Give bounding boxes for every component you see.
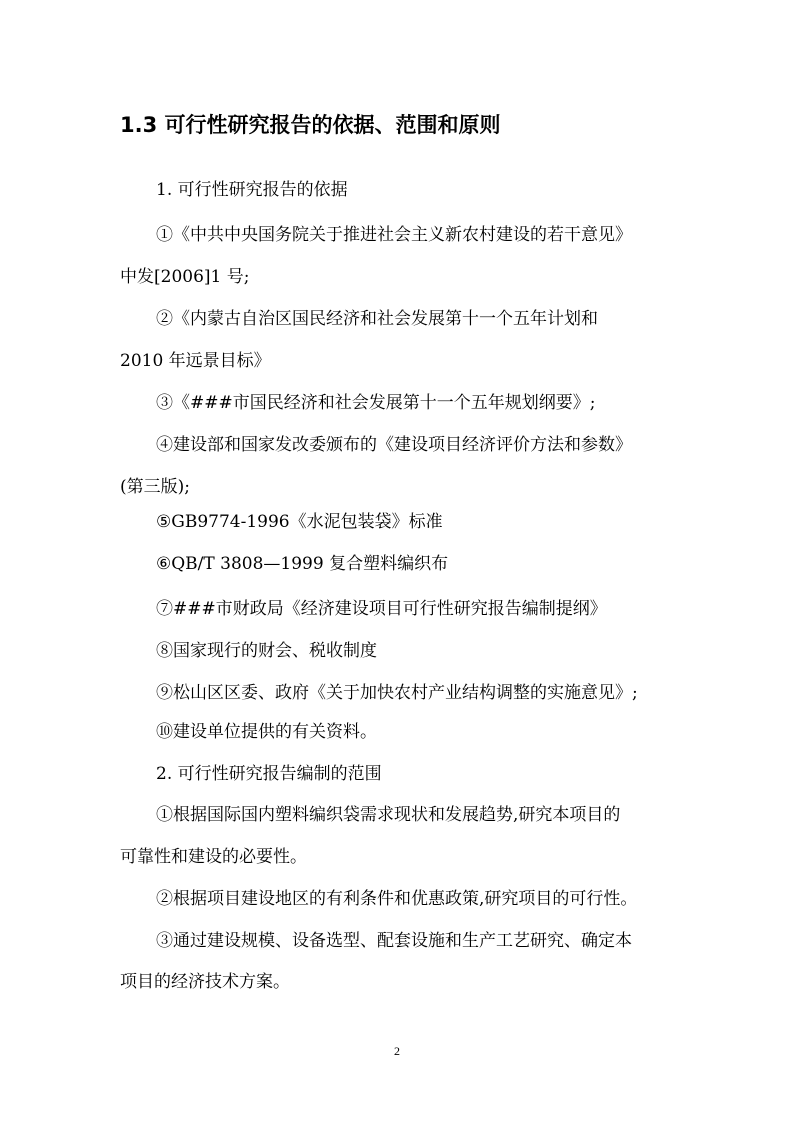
basis-item-1-cont: 中发[2006]1 号; bbox=[120, 267, 250, 287]
scope-item-2: ②根据项目建设地区的有利条件和优惠政策,研究项目的可行性。 bbox=[156, 889, 638, 909]
basis-item-9: ⑨松山区区委、政府《关于加快农村产业结构调整的实施意见》; bbox=[156, 683, 638, 703]
basis-item-4-cont: (第三版); bbox=[120, 477, 190, 497]
basis-item-8: ⑧国家现行的财会、税收制度 bbox=[156, 641, 377, 661]
basis-item-2-cont: 2010 年远景目标》 bbox=[120, 351, 271, 371]
basis-item-7: ⑦###市财政局《经济建设项目可行性研究报告编制提纲》 bbox=[156, 599, 607, 619]
basis-item-10: ⑩建设单位提供的有关资料。 bbox=[156, 722, 377, 742]
scope-item-3-cont: 项目的经济技术方案。 bbox=[120, 972, 290, 992]
scope-item-1-cont: 可靠性和建设的必要性。 bbox=[120, 847, 307, 867]
basis-heading: 1. 可行性研究报告的依据 bbox=[156, 180, 348, 200]
basis-item-1: ①《中共中央国务院关于推进社会主义新农村建设的若干意见》 bbox=[156, 225, 632, 245]
basis-item-4: ④建设部和国家发改委颁布的《建设项目经济评价方法和参数》 bbox=[156, 435, 632, 455]
basis-item-3: ③《###市国民经济和社会发展第十一个五年规划纲要》; bbox=[156, 393, 596, 413]
basis-item-2: ②《内蒙古自治区国民经济和社会发展第十一个五年计划和 bbox=[156, 309, 598, 329]
page-number: 2 bbox=[394, 1044, 400, 1058]
basis-item-5: ⑤GB9774-1996《水泥包装袋》标准 bbox=[156, 512, 443, 532]
basis-item-6: ⑥QB/T 3808—1999 复合塑料编织布 bbox=[156, 554, 449, 574]
scope-heading: 2. 可行性研究报告编制的范围 bbox=[156, 764, 382, 784]
scope-item-1: ①根据国际国内塑料编织袋需求现状和发展趋势,研究本项目的 bbox=[156, 805, 621, 825]
scope-item-3: ③通过建设规模、设备选型、配套设施和生产工艺研究、确定本 bbox=[156, 931, 632, 951]
section-title: 1.3 可行性研究报告的依据、范围和原则 bbox=[120, 113, 501, 137]
